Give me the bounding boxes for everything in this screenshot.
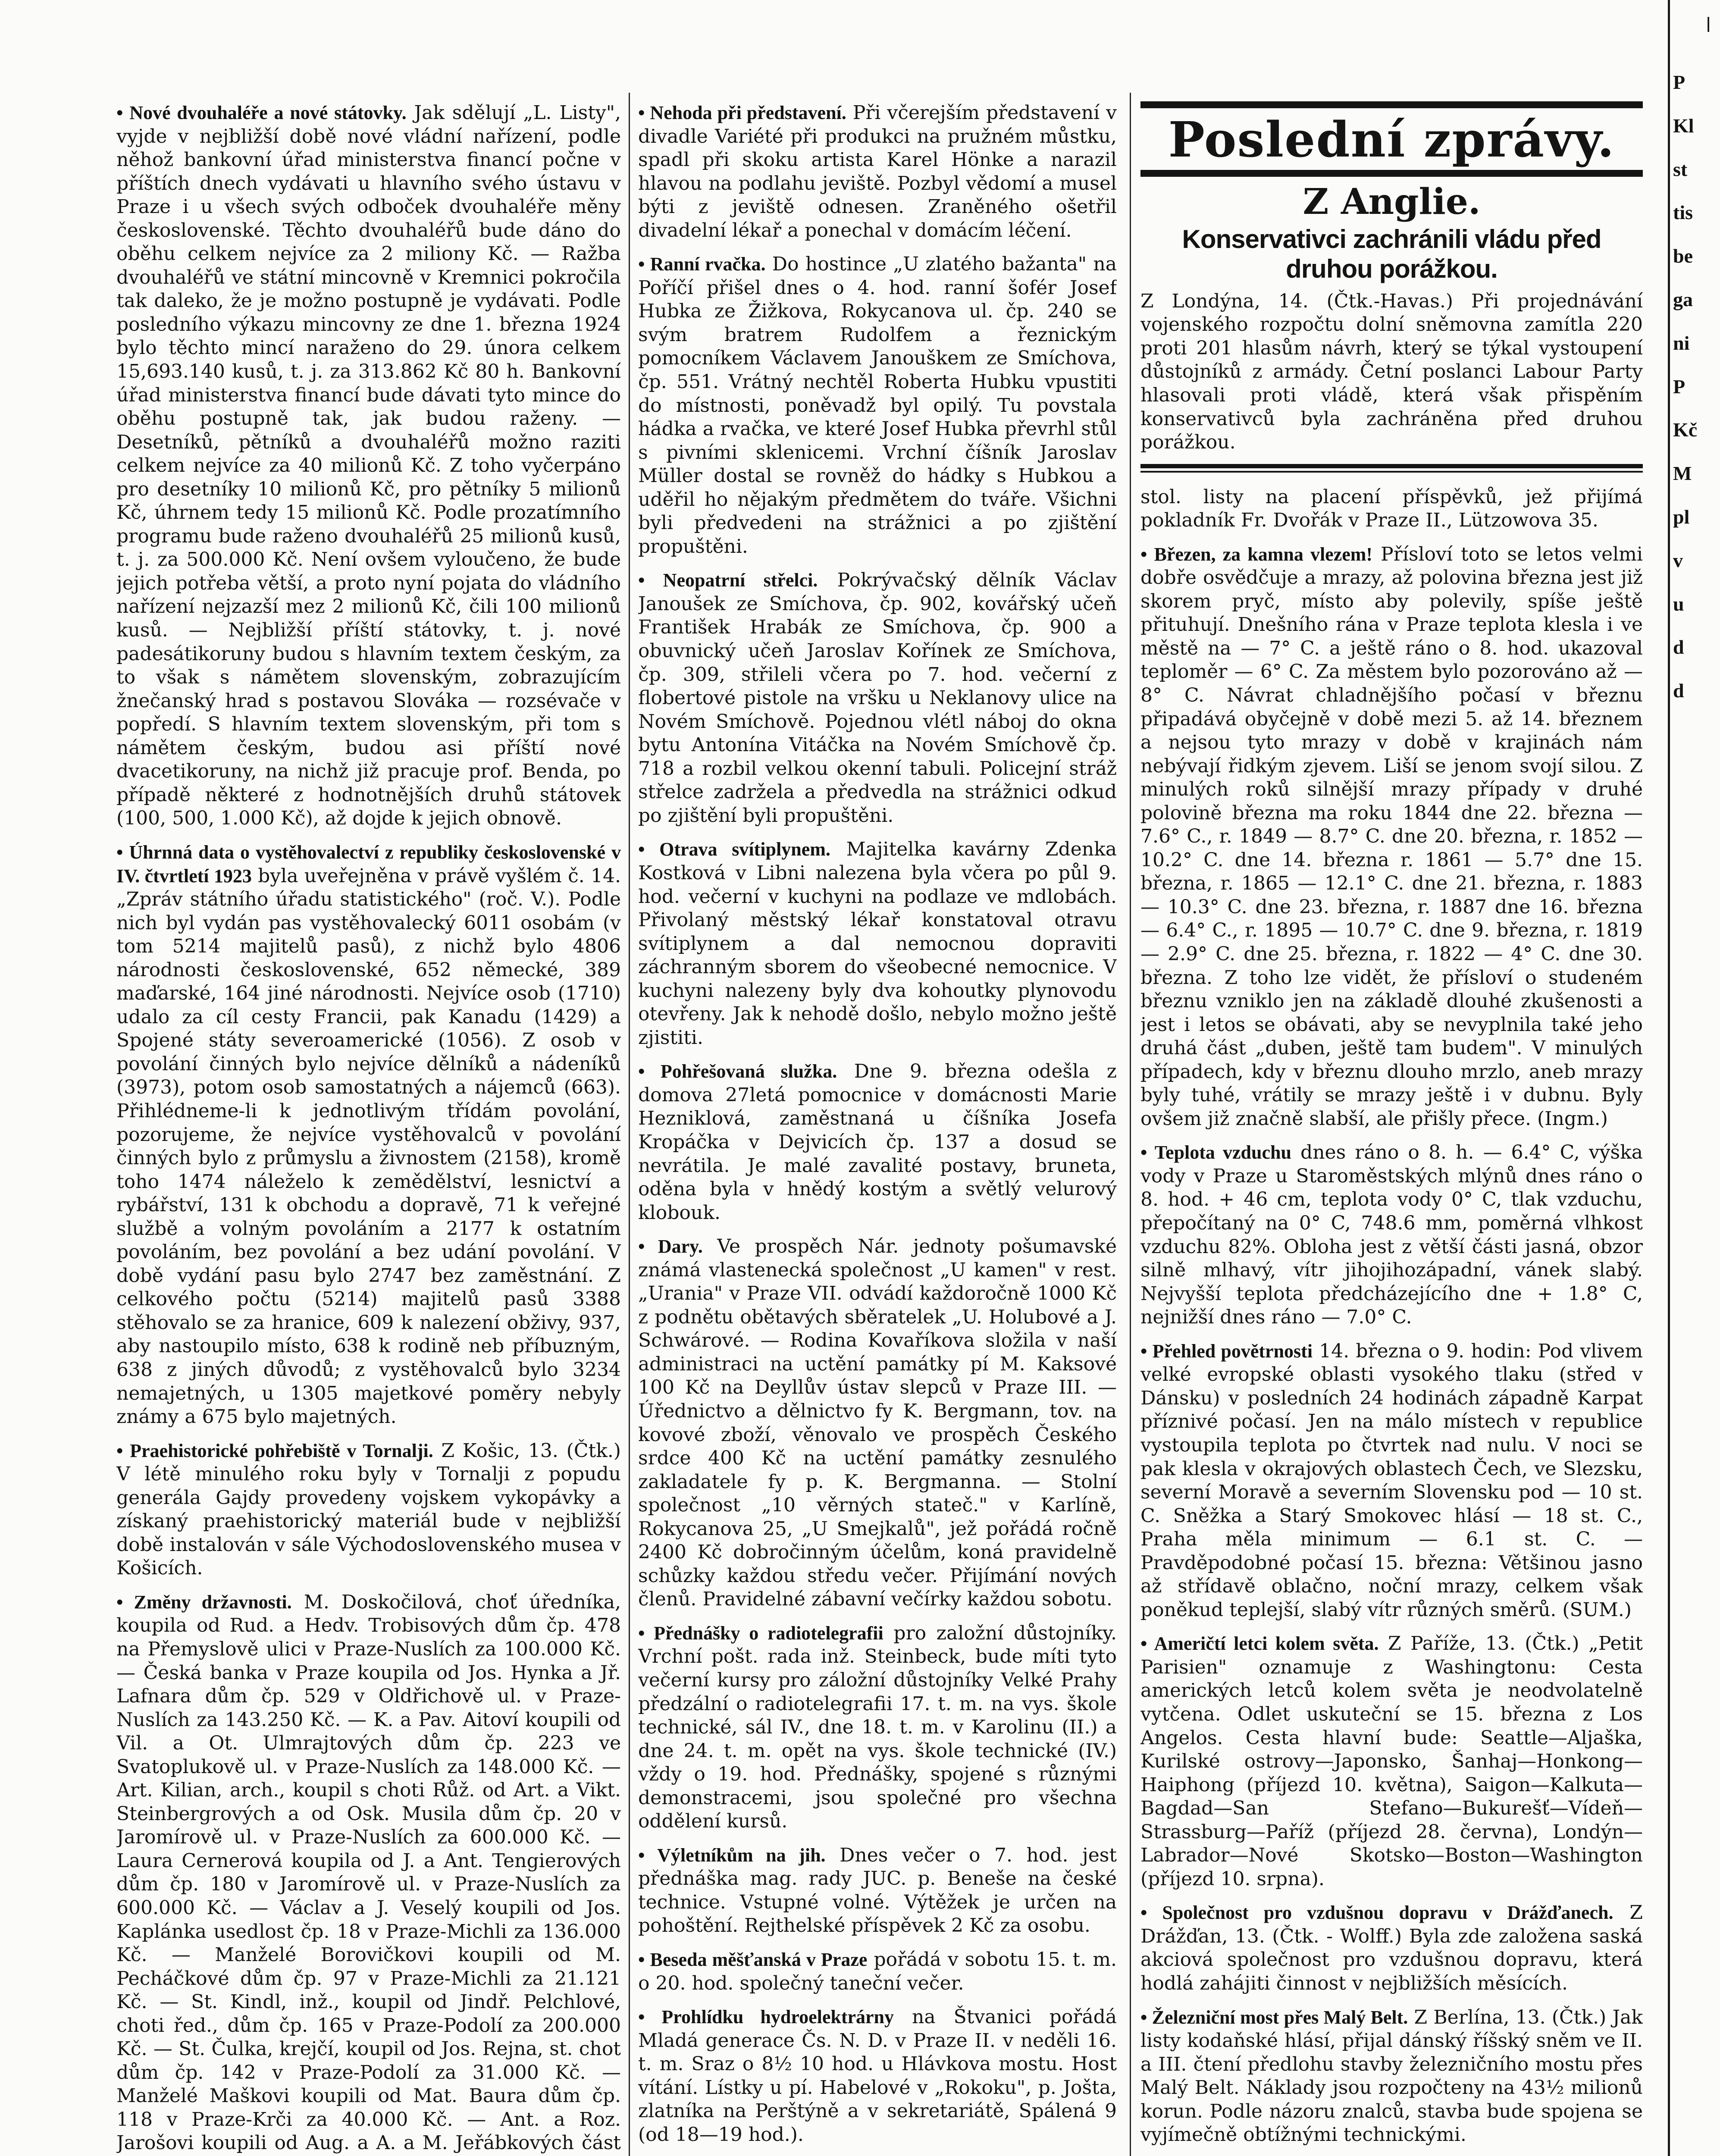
article-headline: • Pohřešovaná služka. [638, 1061, 837, 1082]
latest-body: Z Londýna, 14. (Čtk.-Havas.) Při projednávání vojenského rozpočtu dolní sněmovna zamítla 220 proti 201 hlasům návrh, který se týkal vystoupení důstojníků z armády. Četní poslanci Labour Party hlasovali proti vládě, která však přispěním konservativců byla zachráněna před druhou porážkou. [1140, 290, 1643, 454]
article [638, 101, 1117, 242]
article [116, 1439, 621, 1580]
article [116, 841, 621, 1429]
article-headline: • Nové dvouhaléře a nové státovky. [116, 102, 407, 123]
article-headline: • Američtí letci kolem světa. [1140, 1633, 1379, 1655]
article [1140, 1141, 1643, 1329]
margin-fragment: u [1673, 592, 1684, 615]
column-divider [629, 93, 630, 2156]
article [116, 101, 621, 830]
page-edge-rule [1668, 0, 1670, 2156]
margin-fragment: P [1673, 375, 1686, 398]
article-headline: • Otrava svítiplynem. [638, 839, 830, 860]
article-headline: • Březen, za kamna vlezem! [1140, 543, 1373, 565]
article-headline: • Neopatrní střelci. [638, 570, 818, 591]
article [1140, 1632, 1643, 1891]
article-text: pro založní důstojníky. Vrchní pošt. rada inž. Steinbeck, bude míti tyto večerní kursy pro záložní důstojníky Velké Prahy předzální o radiotelegrafii 17. t. m. na vys. škole technické, sál IV., dne 18. t. m. v Karolinu (II.) a dne 24. t. m. opět na vys. škole technické (IV.) vždy o 19. hod. Přednášky, spojené s různými demonstracemi, jsou společné pro všechna oddělení kursů. [638, 1622, 1117, 1833]
column-middle [638, 101, 1117, 2156]
article-headline: • Úhrnná data o vystěhovalectví z republiky československé v IV. čtvrtletí 1923 [116, 841, 621, 887]
latest-headline: Konservativci zachránili vládu před druhou porážkou. [1182, 224, 1601, 283]
article-text: byla uveřejněna v právě vyšlém č. 14. „Zpráv státního úřadu statistického" (roč. V.). Podle nich byl vydán pas vystěhovalecký 6011 osobám (v tom 5214 majitelů pasů), z nichž bylo 4806 národnosti československé, 652 německé, 389 maďarské, 164 jiné národnosti. Nejvíce osob (1710) udalo za cíl cesty Francii, pak Kanadu (1429) a Spojené státy severoamerické (1056). Z osob v povolání činných bylo nejvíce dělníků a nádeníků (3973), potom osob samostatných a nájemců (663). Přihlédneme-li k jednotlivým třídám povolání, pozorujeme, že nejvíce vystěhovalců v povolání činných bylo z průmyslu a živnostem (2158), kromě toho 1474 náleželo k zemědělství, lesnictví a rybářství, 131 k obchodu a dopravě, 71 k veřejné službě a volným povoláním a 2177 k ostatním povoláním, bez povolání a bez udání povolání. V době vydání pasu bylo 2747 bez zaměstnání. Z celkového počtu (5214) majitelů pasů 3388 stěhovalo se za hranice, 609 k nalezení obživy, 937, aby nastoupilo místo, 638 k rodině neb příbuzným, 638 z jiných důvodů; z vystěhovalců bylo 3234 nemajetných, u 1305 majetkové poměry nebyly známy a 675 bylo majetných. [116, 865, 621, 1428]
margin-fragment: d [1673, 636, 1684, 658]
margin-fragment: ni [1673, 332, 1690, 354]
article-headline: • Dary. [638, 1236, 703, 1257]
article [1140, 543, 1643, 1131]
article-text: 14. března o 9. hodin: Pod vlivem velké evropské oblasti vysokého tlaku (střed v Dánsku) v posledních 24 hodinách západně Karpat příznivé počasí. Jen na málo místech v republice vystoupila teplota po čtvrtek nad nulu. V noci se pak klesla v okrajových oblastech Čech, ve Slezsku, severní Moravě a severním Slovensku pod — 10 st. C. Sněžka a Starý Smokovec hlásí — 18 st. C., Praha měla minimum — 6.1 st. C. — Pravděpodobné počasí 15. března: Většinou jasno až střídavě oblačno, noční mrazy, celkem však poněkud teplejší, slabý vítr různých směrů. (SUM.) [1140, 1340, 1643, 1621]
article [638, 569, 1117, 827]
article-text: Z Paříže, 13. (Čtk.) „Petit Parisien" oznamuje z Washingtonu: Cesta amerických letců kolem světa je neodvolatelně vytčena. Odlet uskuteční se 15. března z Los Angelos. Cesta hlavní bude: Seattle—Aljaška, Kurilské ostrovy—Japonsko, Šanhaj—Honkong—Haiphong (příjezd 10. května), Saigon—Kalkuta—Bagdad—San Stefano—Bukurešť—Vídeň—Strassburg—Paříž (příjezd 28. června), Londýn—Labrador—Nové Skotsko—Boston—Washington (příjezd 10. srpna). [1140, 1633, 1643, 1890]
article [638, 1060, 1117, 1225]
article [1140, 1340, 1643, 1622]
article [638, 1948, 1117, 1995]
margin-fragment: ga [1673, 288, 1693, 310]
margin-fragment: st [1673, 158, 1688, 180]
article-text: na Štvanici pořádá Mladá generace Čs. N. D. v Praze II. v neděli 16. t. m. Sraz o 8½ 10 hod. u Hlávkova mostu. Host vítání. Lístky u pí. Habelové v „Rokoku", p. Jošta, zlatníka na Perštýně a v sekretariátě, Spálená 9 (od 18—19 hod.). [638, 2006, 1117, 2146]
margin-fragment: d [1673, 680, 1684, 702]
latest-news-box [1140, 101, 1643, 473]
corner-mark: ǀ [1705, 13, 1712, 37]
article-headline: • Přednášky o radiotelegrafii [638, 1622, 883, 1644]
article-text: Z Košic, 13. (Čtk.) V létě minulého roku byly v Tornalji z popudu generála Gajdy provedeny vojskem vykopávky a získaný praehistorický materiál bude v nejbližší době instalován v sále Východoslovenského musea v Košicích. [116, 1439, 621, 1579]
article [638, 2006, 1117, 2147]
article-headline: • Prohlídku hydroelektrárny [638, 2006, 894, 2028]
article-text: Do hostince „U zlatého bažanta" na Poříčí přišel dnes o 4. hod. ranní šofér Josef Hubka ze Žižkova, Rokycanova ul. čp. 240 se svým bratrem Rudolfem a řeznickým pomocníkem Václavem Janouškem ze Smíchova, čp. 551. Vrátný nechtěl Roberta Hubku vpustiti do místnosti, poněvadž byl opilý. Tu povstala hádka a rvačka, ve které Josef Hubka převrhl stůl s pivními sklenicemi. Vrchní číšník Jaroslav Müller dostal se rovněž do hádky s Hubkou a uděřil ho nějakým předmětem do tváře. Všichni byli předvedeni na strážnici a po zjištění propuštěni. [638, 253, 1117, 558]
top-rule [1140, 101, 1643, 108]
article-headline: • Ranní rvačka. [638, 254, 766, 275]
article-text: Dne 9. března odešla z domova 27letá pomocnice v domácnosti Marie Hezniklová, zaměstnaná u číšníka Josefa Kropáčka v Dejvicích čp. 137 a dosud se nevrátila. Je malé zavalité postavy, bruneta, oděna byla v hnědý kostým a světlý velurový klobouk. [638, 1060, 1117, 1224]
article-text: Jak sdělují „L. Listy", vyjde v nejbližší době nové vládní nařízení, podle něhož bankovní úřad ministerstva financí počne v příštích dnech vydávati u hlavního svého ústavu v Praze i u všech svých odboček dvouhaléře měny československé. Těchto dvouhaléřů bude dáno do oběhu celkem nejvíce za 2 miliony Kč. — Ražba dvouhaléřů ve státní mincovně v Kremnici pokročila tak daleko, že je možno postupně je vydávati. Podle posledního výkazu mincovny ze dne 1. března 1924 bylo těchto mincí naraženo do 29. února celkem 15,693.140 kusů, t. j. za 313.862 Kč 80 h. Bankovní úřad ministerstva financí bude dávati tyto mince do oběhu postupně tak, jak budou raženy. — Desetníků, pětníků a dvouhaléřů možno raziti celkem nejvíce za 40 milionů Kč. Z toho vyčerpáno pro desetníky 10 milionů Kč, pro pětníky 5 milionů Kč, úhrnem tedy 15 milionů Kč. Podle prozatímního programu bude raženo dvouhaléřů 25 milionů kusů, t. j. za 500.000 Kč. Není ovšem vyloučeno, že bude jejich potřeba větší, a proto nyní pojata do vládního nařízení nejzazší mez 2 milionů Kč, čili 100 milionů kusů. — Nejbližší příští státovky, t. j. nové padesátikoruny budou s hlavním textem českým, za to však s námětem slovenským, zobrazujícím žnečanský hrad s postavou Slováka — rozsévače v popředí. S hlavním textem slovenským, při tom s námětem českým, budou asi příští nové dvacetikoruny, na nichž již pracuje prof. Benda, po případě některé z hodnotnějších druhů státovek (100, 500, 1.000 Kč), až dojde k jejich obnově. [116, 102, 621, 830]
column-left [116, 101, 621, 2156]
article-headline: • Společnost pro vzdušnou dopravu v Drážďanech. [1140, 1902, 1613, 1924]
article [638, 1844, 1117, 1938]
article-headline: • Železniční most přes Malý Belt. [1140, 2006, 1408, 2028]
article-text: Ve prospěch Nár. jednoty pošumavské známá vlastenecká společnost „U kamen" v rest. „Urania" v Praze VII. odvádí každoročně 1000 Kč z podnětu obětavých sběratelek „U. Holubové a J. Schwárové. — Rodina Kovaříkova složila v naší administraci na uctění památky pí M. Kaksové 100 Kč na Deyllův ústav slepců v Praze III. — Úřednictvo a dělnictvo fy K. Bergmann, tov. na kovové zboží, věnovalo ve prospěch Českého srdce 400 Kč na uctění památky zesnulého zakladatele fy p. K. Bergmanna. — Stolní společnost „10 věrných stateč." v Karlíně, Rokycanova 25, „U Smejkalů", jež pořádá ročně 2400 Kč dobročinným účelům, koná pravidelně schůzky každou středu večer. Přijímání nových členů. Pravidelné zábavní večírky každou sobotu. [638, 1235, 1117, 1611]
latest-news-title: Poslední zprávy. [1168, 112, 1615, 168]
article-headline: • Beseda měšťanská v Praze [638, 1949, 868, 1971]
article [638, 1622, 1117, 1833]
article-text: Z Berlína, 13. (Čtk.) Jak listy kodaňské hlásí, přijal dánský říšský sněm ve II. a III. čtení předlohu stavby železničního mostu přes Malý Belt. Náklady jsou rozpočteny na 43½ milionů korun. Podle názoru znalců, stavba bude spojena se vyjímečně obtížnými technickými. [1140, 2006, 1643, 2146]
article-headline: • Teplota vzduchu [1140, 1142, 1291, 1163]
margin-fragment: Kč [1673, 419, 1698, 441]
adjacent-page-margin [1673, 65, 1716, 2156]
article [638, 838, 1117, 1050]
article-headline: • Výletníkům na jih. [638, 1844, 826, 1866]
margin-fragment: be [1673, 245, 1693, 267]
margin-fragment: pl [1673, 505, 1690, 528]
margin-fragment: Kl [1673, 114, 1694, 137]
article [1140, 1901, 1643, 1995]
column-divider [1130, 93, 1131, 2156]
article-text: Z Drážďan, 13. (Čtk. - Wolff.) Byla zde založena saská akciová společnost pro vzdušnou dopravu, která hodlá zahájiti činnost v nejbližších měsících. [1140, 1902, 1643, 1994]
article-text: Dnes večer o 7. hod. jest přednáška mag. rady JUC. p. Beneše na české technice. Vstupné volné. Výtěžek je určen na pohoštění. Rejthelské příspěvek 2 Kč za osobu. [638, 1844, 1117, 1937]
article-text: M. Doskočilová, choť úředníka, koupila od Rud. a Hedv. Trobisových dům čp. 478 na Přemyslově ulici v Praze-Nuslích za 100.000 Kč. — Česká banka v Praze koupila od Jos. Hynka a Jř. Lafnara dům čp. 529 v Oldřichově ul. v Praze-Nuslích za 143.250 Kč. — K. a Pav. Aitoví koupili od Vil. a Ot. Ulmrajtových dům čp. 223 ve Svatoplukově ul. v Praze-Nuslích za 148.000 Kč. — Art. Kilian, arch., koupil s choti Růž. od Art. a Vikt. Steinbergrových a od Osk. Musila dům čp. 20 v Jaromírově ul. v Praze-Nuslích za 600.000 Kč. — Laura Cernerová koupila od J. a Ant. Tengierových dům čp. 180 v Jaromírově ul. v Praze-Nuslích za 600.000 Kč. — Václav a J. Veselý koupili od Jos. Kaplánka usedlost čp. 18 v Praze-Michli za 136.000 Kč. — Manželé Borovičkovi koupili od M. Pecháčkové dům čp. 97 v Praze-Michli za 21.121 Kč. — St. Kindl, inž., koupil od Jindř. Pelchlové, choti řed., dům čp. 165 v Praze-Podolí za 200.000 Kč. — St. Čulka, krejčí, koupil od Jos. Rejna, st. chot dům čp. 142 v Praze-Podolí za 31.000 Kč. — Manželé Maškovi koupili od Mat. Baura dům čp. 118 v Praze-Krči za 40.000 Kč. — Ant. a Roz. Jarošovi koupili od Aug. a A. a M. Jeřábkových část [116, 1591, 621, 2154]
article-text: dnes ráno o 8. h. — 6.4° C, výška vody v Praze u Staroměstských mlýnů dnes ráno o 8. hod. + 46 cm, teplota vody 0° C, tlak vzduchu, přepočítaný na 0° C, 748.6 mm, poměrná vlhkost vzduchu 82%. Obloha jest z větší části jasná, obzor silně mlhavý, vítr jihojihozápadní, vánek slabý. Nejvyšší teplota předcházejícího dne + 1.8° C, nejnižší dnes ráno — 7.0° C. [1140, 1141, 1643, 1329]
article-headline: • Změny državnosti. [116, 1591, 292, 1613]
article-text: stol. listy na placení příspěvků, jež přijímá pokladník Fr. Dvořák v Praze II., Lützowova 35. [1140, 486, 1643, 532]
article-text: Při včerejším představení v divadle Variété při produkci na pružném můstku, spadl při skoku artista Karel Hönke a narazil hlavou na podlahu jeviště. Pozbyl vědomí a musel býti z jeviště odnesen. Zraněného ošetřil divadelní lékař a ponechal v domácím léčení. [638, 102, 1117, 241]
latest-section-heading: Z Anglie. [1303, 181, 1481, 222]
section-rule [1140, 464, 1643, 473]
article [1140, 486, 1643, 533]
article-headline: • Přehled povětrnosti [1140, 1340, 1313, 1362]
article-text: Pokrývačský dělník Václav Janoušek ze Smíchova, čp. 902, kovářský učeň František Hrabák ze Smíchova, čp. 900 a obuvnický učeň Jaroslav Kořínek ze Smíchova, čp. 309, střileli včera po 7. hod. večerní z flobertové pistole na vršku u Neklanovy ulice na Novém Smíchově. Pojednou vlétl náboj do okna bytu Antonína Vitáčka na Novém Smíchově čp. 718 a rozbil velkou okenní tabuli. Policejní stráž střelce zadržela a předvedla na strážnici odkud po zjištění byli propuštěni. [638, 569, 1117, 827]
article-text: Majitelka kavárny Zdenka Kostková v Libni nalezena byla včera po půl 9. hod. večerní v kuchyni na podlaze ve mdlobách. Přivolaný městský lékař konstatoval otravu svítiplynem a dal nemocnou dopraviti záchranným sborem do všeobecné nemocnice. V kuchyni nalezeny byly dva kohoutky plynovodu otevřeny. Jak k nehodě došlo, nebylo možno ještě zjistiti. [638, 838, 1117, 1049]
margin-fragment: M [1673, 462, 1692, 485]
article [116, 1591, 621, 2156]
margin-fragment: P [1673, 71, 1686, 93]
article-text: Přísloví toto se letos velmi dobře osvědčuje a mrazy, až polovina března jest již skorem pryč, místo aby polevily, spíše ještě přituhují. Dnešního rána v Praze teplota klesla i ve městě na — 7° C. a ještě ráno o 8. hod. ukazoval teploměr — 6° C. Za městem bylo pozorováno až — 8° C. Návrat chladnějšího počasí v březnu připadává obyčejně v době mezi 5. až 14. březnem a nejsou tyto mrazy v době v krajinách nám nebývají řidkým zjevem. Liší se jenom svojí silou. Z minulých roků silnější mrazy případy v druhé polovině března ma roku 1844 dne 22. března — 7.6° C., r. 1849 — 8.7° C. dne 20. března, r. 1852 — 10.2° C. dne 14. března r. 1861 — 5.7° dne 15. března, r. 1865 — 12.1° C. dne 21. března, r. 1883 — 10.3° C. dne 23. března, r. 1887 dne 16. března — 6.4° C., r. 1895 — 10.7° C. dne 9. března, r. 1819 — 2.9° C. dne 25. března, r. 1822 — 4° C. dne 30. března. Z toho lze vidět, že přísloví o studeném březnu vzniklo jen na základě dlouhé zkušenosti a jest i letos se obávati, aby se nevyplnila také jeho druhá část „duben, ještě tam budem". V minulých případech, kdy v březnu dlouho mrzlo, aneb mrazy byly tuhé, vrátily se mrazy ještě i v dubnu. Byly ovšem již značně slabší, ale přišly přece. (Ingm.) [1140, 543, 1643, 1130]
title-rule [1140, 170, 1643, 177]
column-right [1140, 101, 1643, 2156]
article [638, 1235, 1117, 1611]
article-text: pořádá v sobotu 15. t. m. o 20. hod. společný taneční večer. [638, 1949, 1117, 1994]
article [638, 253, 1117, 558]
margin-fragment: v [1673, 549, 1683, 571]
article-headline: • Nehoda při představení. [638, 102, 846, 123]
article-headline: • Praehistorické pohřebiště v Tornalji. [116, 1440, 433, 1461]
margin-fragment: tis [1673, 201, 1693, 224]
article [1140, 2006, 1643, 2147]
right-column-articles [1140, 486, 1643, 2156]
